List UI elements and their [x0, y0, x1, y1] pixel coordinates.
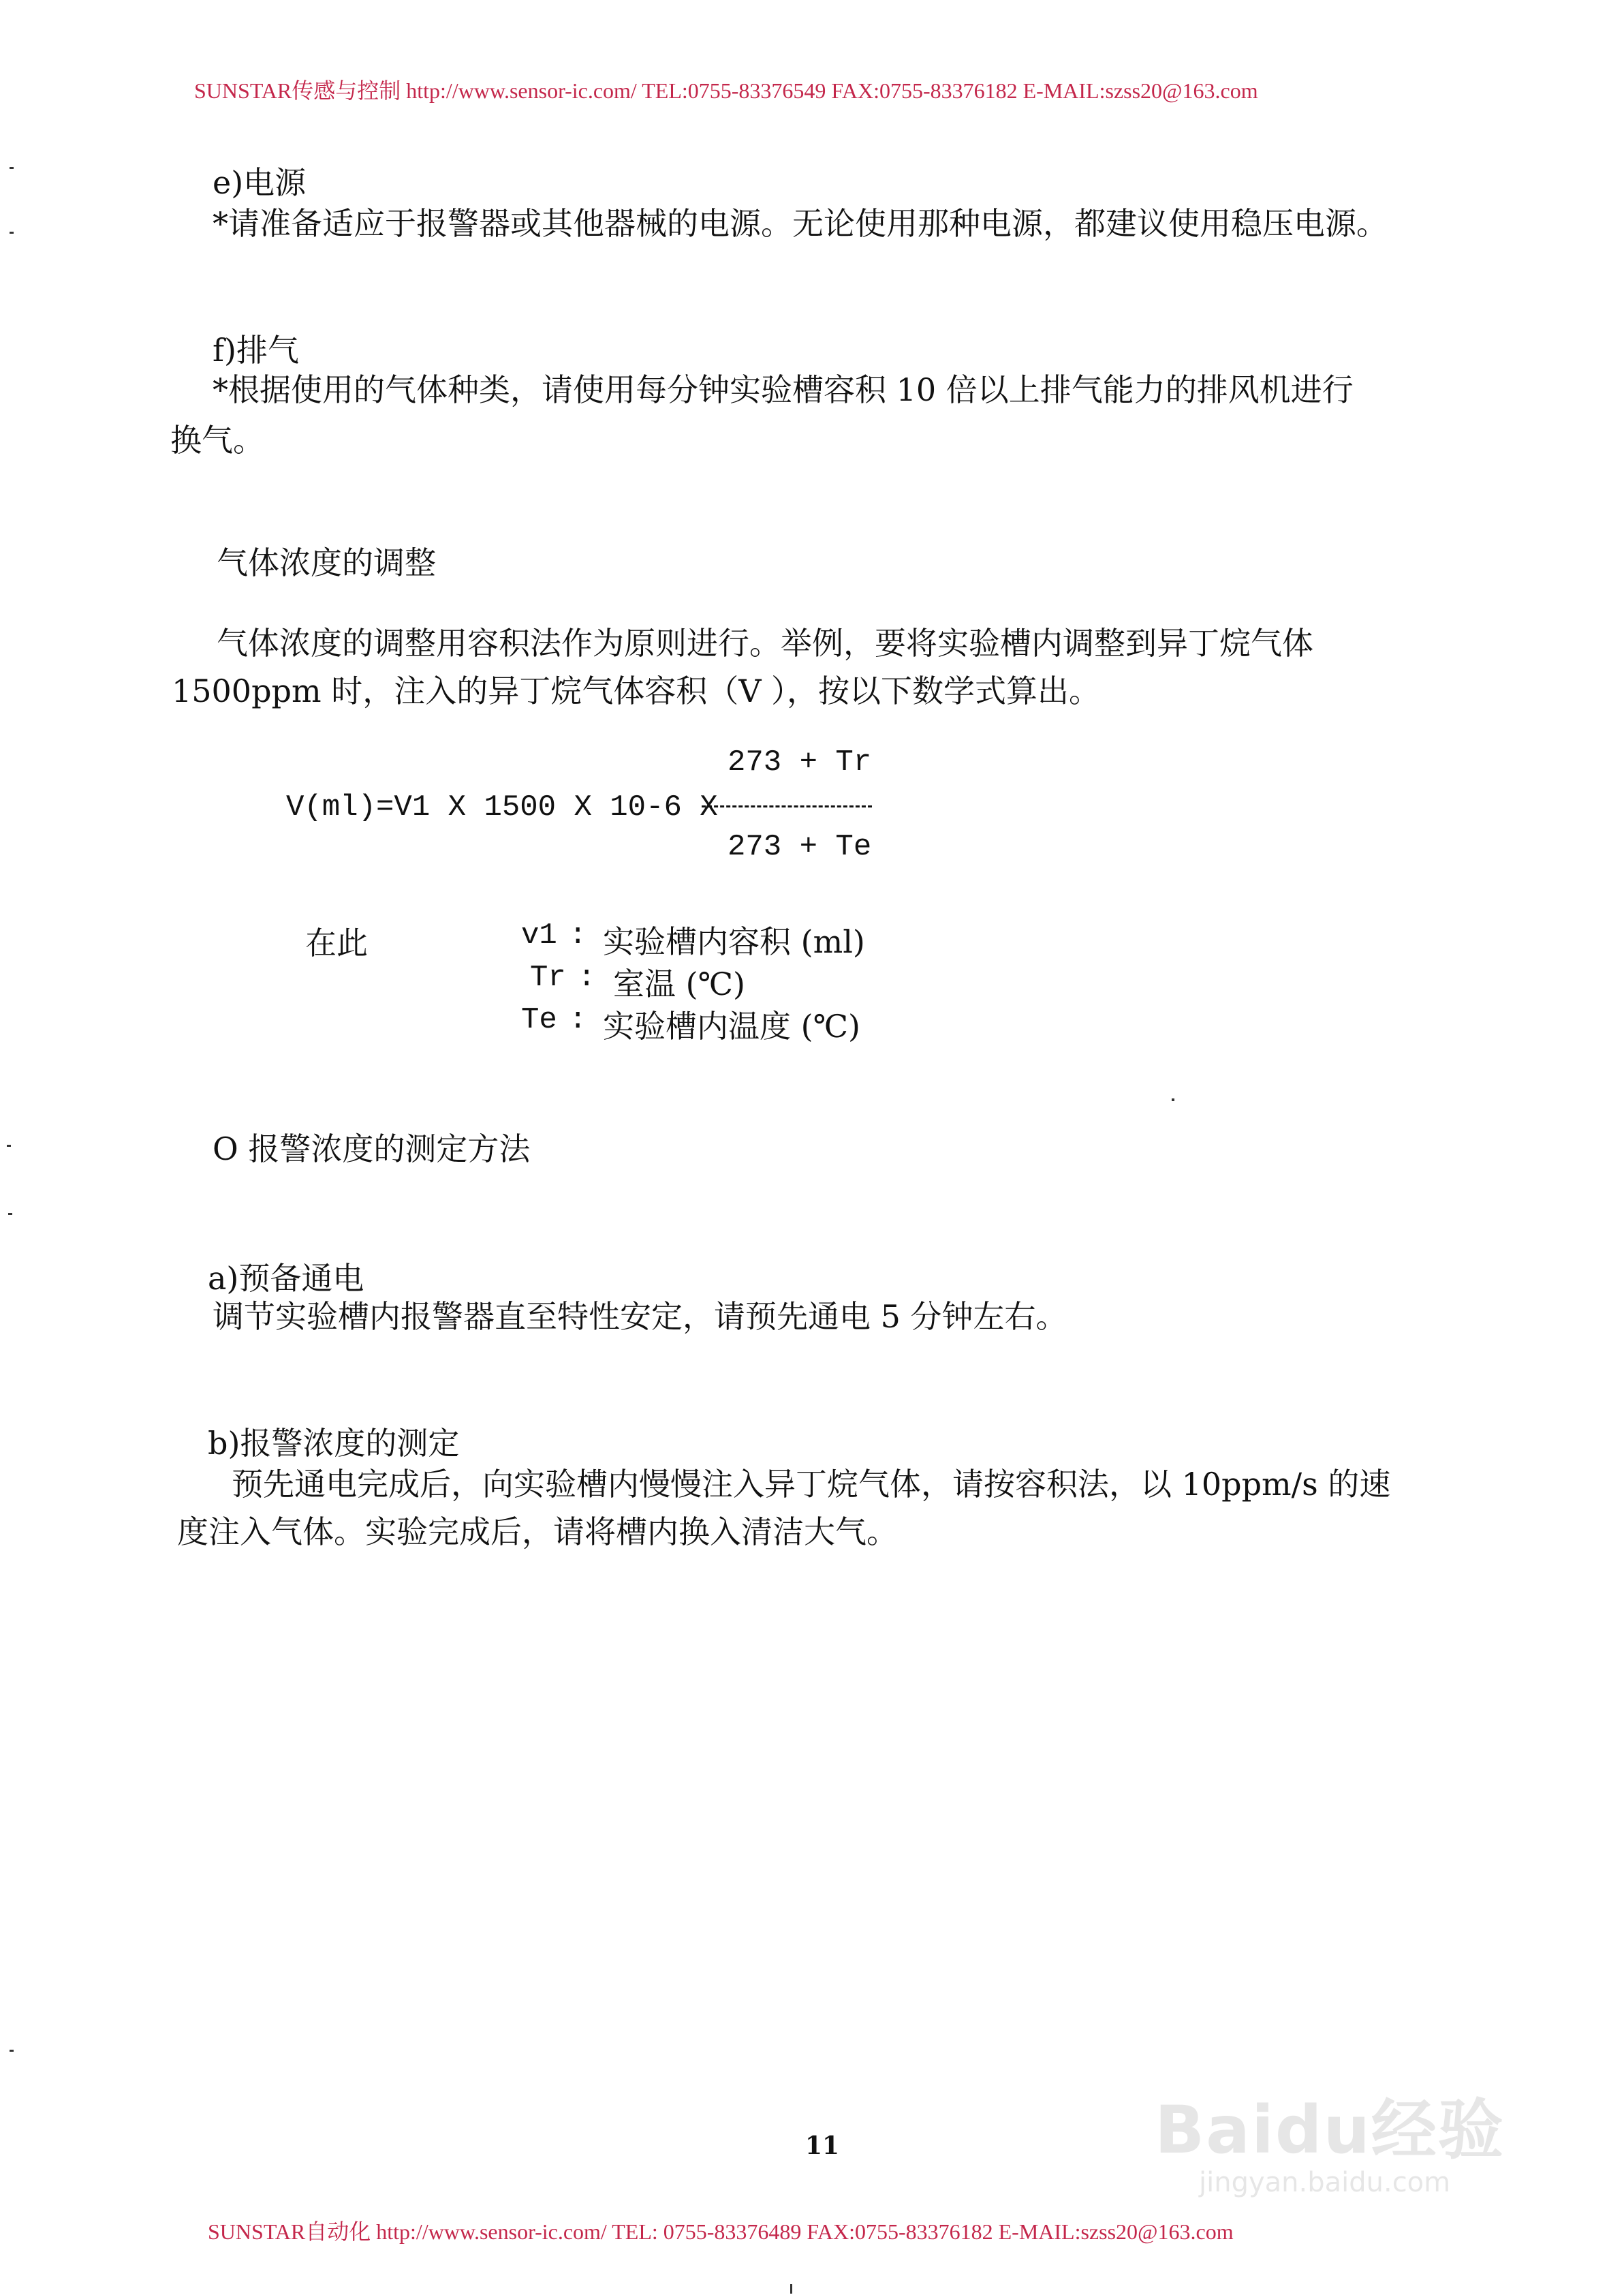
formula-fraction-bar	[702, 805, 872, 807]
alarm-method-heading: O 报警浓度的测定方法	[213, 1130, 531, 1167]
section-f-text-line2: 换气。	[170, 422, 264, 459]
watermark-url: jingyan.baidu.com	[1199, 2167, 1451, 2198]
formula-numerator: 273 + Tr	[728, 745, 872, 780]
formula-lhs: V(ml)=V1 X 1500 X 10-6 X	[286, 790, 718, 825]
watermark-url-wrap	[1199, 2167, 1450, 2198]
scan-speck	[1172, 1098, 1174, 1101]
page-header-contact: SUNSTAR传感与控制 http://www.sensor-ic.com/ TEL:0755-83376549 FAX:0755-83376182 E-MAIL:szss20@163.com	[194, 78, 1258, 103]
gas-adjust-para-line1: 气体浓度的调整用容积法作为原则进行。举例，要将实验槽内调整到异丁烷气体	[217, 625, 1313, 662]
def-v1-sep: :	[569, 919, 587, 953]
section-f-text-line1: *根据使用的气体种类，请使用每分钟实验槽容积 10 倍以上排气能力的排风机进行	[213, 371, 1354, 408]
scan-speck	[10, 2050, 14, 2052]
scan-speck	[10, 232, 14, 234]
scan-speck	[7, 1145, 11, 1147]
section-a-text: 调节实验槽内报警器直至特性安定，请预先通电 5 分钟左右。	[213, 1298, 1067, 1335]
def-te-symbol: Te	[521, 1003, 557, 1037]
page-number: 11	[805, 2131, 840, 2160]
scan-speck	[8, 1213, 12, 1215]
gas-adjust-para-line2: 1500ppm 时，注入的异丁烷气体容积（V ），按以下数学式算出。	[172, 673, 1101, 709]
def-te-desc: 实验槽内温度 (℃)	[603, 1008, 860, 1045]
formula-where-label: 在此	[305, 925, 368, 961]
def-te-sep: :	[569, 1003, 587, 1037]
section-f-title: f)排气	[213, 332, 299, 369]
watermark-logo-text: Baidu经验	[1155, 2092, 1505, 2168]
formula-denominator: 273 + Te	[728, 830, 872, 864]
scan-speck	[790, 2284, 792, 2294]
def-tr-symbol: Tr	[530, 961, 566, 995]
gas-adjust-heading: 气体浓度的调整	[217, 544, 436, 581]
section-a-title: a)预备通电	[208, 1260, 364, 1297]
section-b-text-line2: 度注入气体。实验完成后，请将槽内换入清洁大气。	[177, 1513, 898, 1550]
baidu-watermark	[1155, 2078, 1505, 2172]
page-footer-contact: SUNSTAR自动化 http://www.sensor-ic.com/ TEL: 0755-83376489 FAX:0755-83376182 E-MAIL:szss20@163.com	[208, 2219, 1234, 2244]
def-v1-desc: 实验槽内容积 (ml)	[603, 923, 865, 960]
section-e-text: *请准备适应于报警器或其他器械的电源。无论使用那种电源，都建议使用稳压电源。	[213, 205, 1388, 242]
def-tr-sep: :	[578, 961, 596, 995]
section-b-text-line1: 预先通电完成后，向实验槽内慢慢注入异丁烷气体，请按容积法，以 10ppm/s 的速	[232, 1466, 1391, 1503]
def-v1-symbol: v1	[521, 919, 557, 953]
section-b-title: b)报警浓度的测定	[208, 1425, 460, 1462]
scan-speck	[10, 167, 14, 169]
section-e-title: e)电源	[213, 164, 307, 201]
def-tr-desc: 室温 (℃)	[613, 966, 745, 1002]
